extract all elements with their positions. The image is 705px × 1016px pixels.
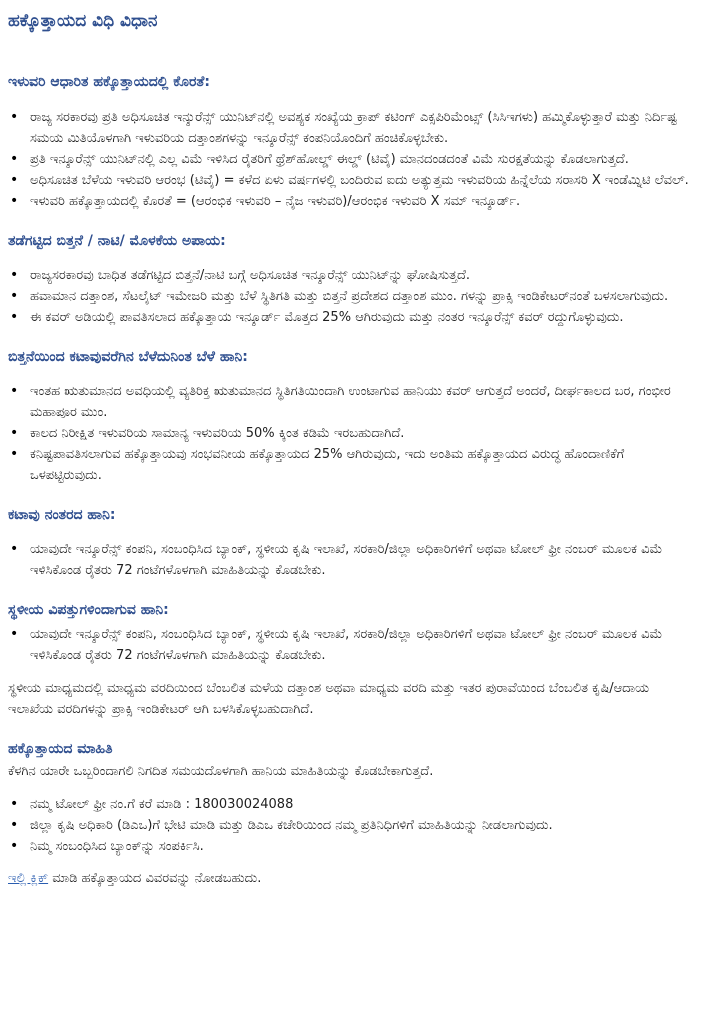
list-item: • ಈ ಕವರ್ ಅಡಿಯಲ್ಲಿ ಪಾವತಿಸಲಾದ ಹಕ್ಕೊತ್ತಾಯ ಇನ್ಶೂರ್ಡ್ ಮೊತ್ತದ 25% ಆಗಿರುವುದು ಮತ್ತು ನಂತರ ಇನ್ಶೂರೆನ್ಸ್ ಕವರ್ ರದ್ದುಗೊಳ್ಳುವುದು. xyxy=(8,307,697,328)
list-item: • ಪ್ರತಿ ಇನ್ಶೂರೆನ್ಸ್ ಯುನಿಟ್‌ನಲ್ಲಿ ಎಲ್ಲ ವಿಮೆ ಇಳಿಸಿದ ರೈತರಿಗೆ ಥ್ರೆಶ್‌ಹೋಲ್ಡ್ ಈಲ್ಡ್ (ಟಿವೈ) ಮಾನದಂಡದಂತೆ ವಿಮೆ ಸುರಕ್ಷತೆಯನ್ನು ಕೊಡಲಾಗುತ್ತದೆ. xyxy=(8,149,697,170)
section-prevented-sowing xyxy=(8,231,697,328)
bullet-list xyxy=(8,107,697,212)
bullet-list xyxy=(8,624,697,666)
section-heading-post-harvest-loss: ಕಟಾವು ನಂತರದ ಹಾನಿ: xyxy=(8,507,116,523)
section-localized-calamity-loss xyxy=(8,600,697,720)
list-item: • ಕಾಲದ ನಿರೀಕ್ಷಿತ ಇಳುವರಿಯ ಸಾಮಾನ್ಯ ಇಳುವರಿಯ 50% ಕ್ಕಿಂತ ಕಡಿಮೆ ಇರಬಹುದಾಗಿದೆ. xyxy=(8,423,697,444)
bullet-list xyxy=(8,539,697,581)
list-item-dao-visit: • ಜಿಲ್ಲಾ ಕೃಷಿ ಅಧಿಕಾರಿ (ಡಿಎಒ)ಗೆ ಭೇಟಿ ಮಾಡಿ ಮತ್ತು ಡಿಎಒ ಕಚೇರಿಯಿಂದ ನಮ್ಮ ಪ್ರತಿನಿಧಿಗಳಿಗೆ ಮಾಹಿತಿಯನ್ನು ನೀಡಲಾಗುವುದು. xyxy=(8,815,697,836)
local-media-note: ಸ್ಥಳೀಯ ಮಾಧ್ಯಮದಲ್ಲಿ ಮಾಧ್ಯಮ ವರದಿಯಿಂದ ಬೆಂಬಲಿತ ಮಳೆಯ ದತ್ತಾಂಶ ಅಥವಾ ಮಾಧ್ಯಮ ವರದಿ ಮತ್ತು ಇತರ ಪುರಾವೆಯಿಂದ ಬೆಂಬಲಿತ ಕೃಷಿ/ಆದಾಯ ಇಲಾಖೆಯ ವರದಿಗಳನ್ನು ಪ್ರಾಕ್ಸಿ ಇಂಡಿಕೇಟರ್ ಆಗಿ ಬಳಸಿಕೊಳ್ಳಬಹುದಾಗಿದೆ. xyxy=(8,681,650,717)
section-heading-yield-shortfall: ಇಳುವರಿ ಆಧಾರಿತ ಹಕ್ಕೊತ್ತಾಯದಲ್ಲಿ ಕೊರತೆ: xyxy=(8,74,210,90)
claim-details-text: ಮಾಡಿ ಹಕ್ಕೊತ್ತಾಯದ ವಿವರವನ್ನು ನೋಡಬಹುದು. xyxy=(48,871,262,886)
list-item: • ಇಳುವರಿ ಹಕ್ಕೊತ್ತಾಯದಲ್ಲಿ ಕೊರತೆ = (ಆರಂಭಿಕ ಇಳುವರಿ – ನೈಜ ಇಳುವರಿ)/ಆರಂಭಿಕ ಇಳುವರಿ X ಸಮ್ ಇನ್ಶೂರ್ಡ್. xyxy=(8,191,697,212)
click-here-link[interactable]: ಇಲ್ಲಿ ಕ್ಲಿಕ್ xyxy=(8,871,49,886)
page-title: ಹಕ್ಕೊತ್ತಾಯದ ವಿಧಿ ವಿಧಾನ xyxy=(8,11,158,31)
list-item: • ರಾಜ್ಯ ಸರಕಾರವು ಪ್ರತಿ ಅಧಿಸೂಚಿತ ಇನ್ಶುರೆನ್ಸ್ ಯುನಿಟ್‌ನಲ್ಲಿ ಅವಶ್ಯಕ ಸಂಖ್ಯೆಯ ಕ್ರಾಪ್ ಕಟಿಂಗ್ ಎಕ್ಸಪಿರಿಮೆಂಟ್ಸ್ (ಸಿಸಿಇಗಳು) ಹಮ್ಮಿಕೊಳ್ಳುತ್ತಾರೆ ಮತ್ತು ನಿರ್ದಿಷ್ಟ ಸಮಯ ಮಿತಿಯೊಳಗಾಗಿ ಇಳುವರಿಯ ದತ್ತಾಂಶಗಳನ್ನು ಇನ್ಶೂರೆನ್ಸ್ ಕಂಪನಿಯೊಂದಿಗೆ ಹಂಚಿಕೊಳ್ಳಬೇಕು. xyxy=(8,107,697,149)
section-heading-claim-info: ಹಕ್ಕೊತ್ತಾಯದ ಮಾಹಿತಿ xyxy=(8,741,113,757)
claim-info-intro: ಕೆಳಗಿನ ಯಾರೇ ಒಬ್ಬರಿಂದಾಗಲಿ ನಿಗದಿತ ಸಮಯದೊಳಗಾಗಿ ಹಾನಿಯ ಮಾಹಿತಿಯನ್ನು ಕೊಡಬೇಕಾಗುತ್ತದೆ. xyxy=(8,764,434,779)
section-heading-standing-crop-loss: ಬಿತ್ತನೆಯಿಂದ ಕಟಾವುವರೆಗಿನ ಬೆಳೆದುನಿಂತ ಬೆಳೆ ಹಾನಿ: xyxy=(8,349,248,365)
list-item: • ಕನಿಷ್ಟಪಾವತಿಸಲಾಗುವ ಹಕ್ಕೊತ್ತಾಯವು ಸಂಭವನೀಯ ಹಕ್ಕೊತ್ತಾಯದ 25% ಆಗಿರುವುದು, ಇದು ಅಂತಿಮ ಹಕ್ಕೊತ್ತಾಯದ ವಿರುದ್ಧ ಹೊಂದಾಣಿಕೆಗೆ ಒಳಪಟ್ಟಿರುವುದು. xyxy=(8,444,697,486)
section-heading-prevented-sowing: ತಡೆಗಟ್ಟಿದ ಬಿತ್ತನೆ / ನಾಟಿ/ ಮೊಳಕೆಯ ಅಪಾಯ: xyxy=(8,233,226,249)
list-item-toll-free: • ನಮ್ಮ ಟೋಲ್ ಫ್ರೀ ನಂ.ಗೆ ಕರೆ ಮಾಡಿ : 180030024088 xyxy=(8,794,697,815)
bullet-list xyxy=(8,265,697,328)
list-item: • ರಾಜ್ಯಸರಕಾರವು ಬಾಧಿತ ತಡೆಗಟ್ಟಿದ ಬಿತ್ತನೆ/ನಾಟಿ ಬಗ್ಗೆ ಅಧಿಸೂಚಿತ ಇನ್ಶೂರೆನ್ಸ್ ಯುನಿಟ್‌ನ್ನು ಘೋಷಿಸುತ್ತದೆ. xyxy=(8,265,697,286)
list-item: • ಹವಾಮಾನ ದತ್ತಾಂಶ, ಸೆಟಲೈಟ್ ಇಮೇಜರಿ ಮತ್ತು ಬೆಳೆ ಸ್ಥಿತಿಗತಿ ಮತ್ತು ಬಿತ್ತನೆ ಪ್ರದೇಶದ ದತ್ತಾಂಶ ಮುಂ. ಗಳನ್ನು ಪ್ರಾಕ್ಸಿ ಇಂಡಿಕೇಟರ್‌ನಂತೆ ಬಳಸಲಾಗುವುದು. xyxy=(8,286,697,307)
section-yield-shortfall xyxy=(8,72,697,212)
list-item: • ಇಂತಹ ಋತುಮಾನದ ಅವಧಿಯಲ್ಲಿ ವ್ಯತಿರಿಕ್ತ ಋತುಮಾನದ ಸ್ಥಿತಿಗತಿಯಿಂದಾಗಿ ಉಂಟಾಗುವ ಹಾನಿಯು ಕವರ್ ಆಗುತ್ತದೆ ಅಂದರೆ, ದೀರ್ಘಕಾಲದ ಬರ, ಗಂಭೀರ ಮಹಾಪೂರ ಮುಂ. xyxy=(8,381,697,423)
claim-procedure-page xyxy=(0,10,705,889)
list-item: • ಯಾವುದೇ ಇನ್ಶೂರೆನ್ಸ್ ಕಂಪನಿ, ಸಂಬಂಧಿಸಿದ ಬ್ಯಾಂಕ್, ಸ್ಥಳೀಯ ಕೃಷಿ ಇಲಾಖೆ, ಸರಕಾರಿ/ಜಿಲ್ಲಾ ಅಧಿಕಾರಿಗಳಿಗೆ ಅಥವಾ ಟೋಲ್ ಫ್ರೀ ನಂಬರ್ ಮೂಲಕ ವಿಮೆ ಇಳಿಸಿಕೊಂಡ ರೈತರು 72 ಗಂಟೆಗಳೊಳಗಾಗಿ ಮಾಹಿತಿಯನ್ನು ಕೊಡಬೇಕು. xyxy=(8,539,697,581)
claim-details-line xyxy=(8,868,697,889)
section-standing-crop-loss xyxy=(8,347,697,486)
list-item-contact-bank: • ನಿಮ್ಮ ಸಂಬಂಧಿಸಿದ ಬ್ಯಾಂಕ್‌ನ್ನು ಸಂಪರ್ಕಿಸಿ. xyxy=(8,836,697,857)
section-heading-localized-calamity-loss: ಸ್ಥಳೀಯ ವಿಪತ್ತುಗಳಿಂದಾಗುವ ಹಾನಿ: xyxy=(8,602,169,618)
bullet-list xyxy=(8,381,697,486)
bullet-list xyxy=(8,794,697,857)
section-post-harvest-loss xyxy=(8,505,697,581)
list-item: • ಯಾವುದೇ ಇನ್ಶೂರೆನ್ಸ್ ಕಂಪನಿ, ಸಂಬಂಧಿಸಿದ ಬ್ಯಾಂಕ್, ಸ್ಥಳೀಯ ಕೃಷಿ ಇಲಾಖೆ, ಸರಕಾರಿ/ಜಿಲ್ಲಾ ಅಧಿಕಾರಿಗಳಿಗೆ ಅಥವಾ ಟೋಲ್ ಫ್ರೀ ನಂಬರ್ ಮೂಲಕ ವಿಮೆ ಇಳಿಸಿಕೊಂಡ ರೈತರು 72 ಗಂಟೆಗಳೊಳಗಾಗಿ ಮಾಹಿತಿಯನ್ನು ಕೊಡಬೇಕು. xyxy=(8,624,697,666)
section-claim-info xyxy=(8,739,697,889)
list-item: • ಅಧಿಸೂಚಿತ ಬೆಳೆಯ ಇಳುವರಿ ಆರಂಭ (ಟಿವೈ) = ಕಳೆದ ಏಳು ವರ್ಷಗಳಲ್ಲಿ ಬಂದಿರುವ ಐದು ಅತ್ಯುತ್ತಮ ಇಳುವರಿಯ ಹಿನ್ನೆಲೆಯ ಸರಾಸರಿ X ಇಂಡೆಮ್ನಿಟಿ ಲೆವಲ್. xyxy=(8,170,697,191)
